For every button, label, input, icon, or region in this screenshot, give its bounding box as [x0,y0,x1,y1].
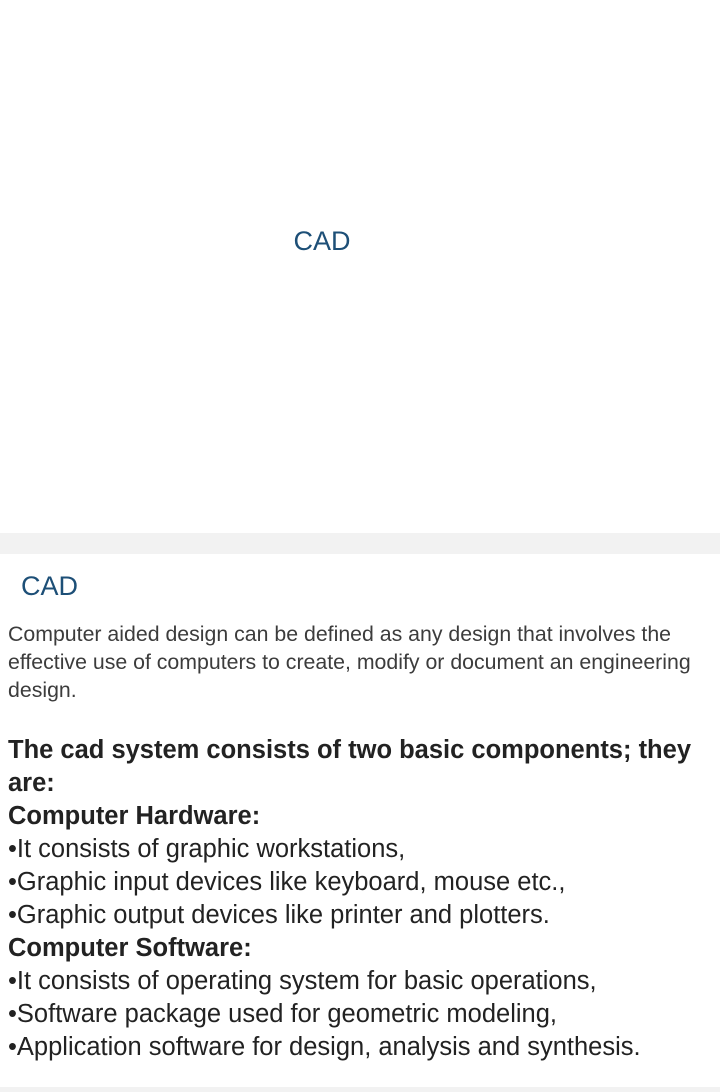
hardware-item: •Graphic input devices like keyboard, mouse etc., [8,868,566,896]
section-divider [0,533,720,554]
hardware-heading: Computer Hardware: [8,802,261,830]
components-lead: The cad system consists of two basic components; they are: [8,736,691,797]
components-section [8,734,716,1064]
hardware-item: •It consists of graphic workstations, [8,835,406,863]
software-item: •It consists of operating system for basic operations, [8,967,597,995]
intro-paragraph: Computer aided design can be defined as any design that involves the effective use of computers to create, modify or document an engineering design. [8,622,691,702]
hardware-item: •Graphic output devices like printer and plotters. [8,901,550,929]
article-content [0,554,720,1087]
hero-title: CAD [293,226,351,256]
software-item: •Application software for design, analysis and synthesis. [8,1033,641,1061]
hero-banner [0,0,720,533]
bottom-divider [0,1087,720,1092]
software-heading: Computer Software: [8,934,252,962]
software-item: •Software package used for geometric modeling, [8,1000,557,1028]
article-title: CAD [21,571,79,601]
